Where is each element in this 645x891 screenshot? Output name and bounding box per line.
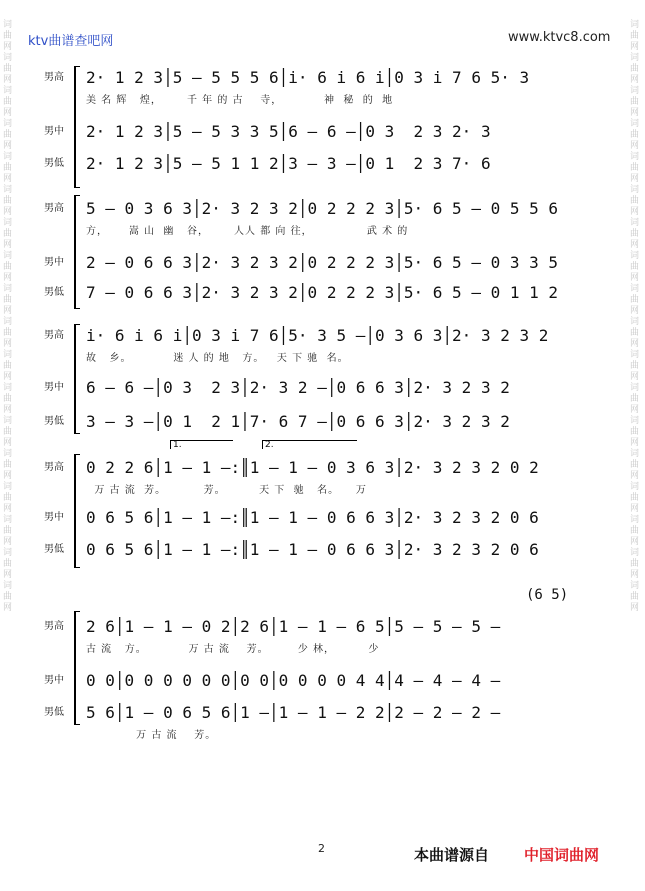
system-brace (74, 454, 80, 568)
notes-baritone: 0 0│0 0 0 0 0 0│0 0│0 0 0 0 4 4│4 — 4 — 4 — (86, 671, 501, 690)
lyric-line: 故 乡。 迷 人 的 地 方。 天 下 驰 名。 (86, 353, 349, 364)
lyric-line-bass: 万 古 流 芳。 (86, 730, 217, 741)
notes-tenor: 5 — 0 3 6 3│2· 3 2 3 2│0 2 2 2 3│5· 6 5 — 0 5 5 6 (86, 199, 559, 218)
notes-baritone: 2· 1 2 3│5 — 5 3 3 5│6 — 6 —│0 3 2 3 2· 3 (86, 122, 491, 141)
voice-label: 男低 (44, 707, 64, 718)
system-brace (74, 611, 80, 725)
notes-bass: 5 6│1 — 0 6 5 6│1 —│1 — 1 — 2 2│2 — 2 — 2 — (86, 703, 501, 722)
site-url: www.ktvc8.com (508, 30, 611, 45)
voice-label: 男低 (44, 544, 64, 555)
voice-label: 男高 (44, 203, 64, 214)
voice-label: 男低 (44, 416, 64, 427)
ossia-notes: (6 5) (526, 587, 569, 603)
score-system-4 (0, 440, 645, 570)
system-brace (74, 324, 80, 434)
notes-baritone: 0 6 5 6│1 — 1 —:║1 — 1 — 0 6 6 3│2· 3 2 3 2 0 6 (86, 508, 539, 527)
notes-bass: 7 — 0 6 6 3│2· 3 2 3 2│0 2 2 2 3│5· 6 5 — 0 1 1 2 (86, 283, 559, 302)
voice-label: 男高 (44, 462, 64, 473)
watermark-left: 词曲网词曲网词曲网词曲网词曲网词曲网词曲网词曲网词曲网词曲网词曲网词曲网词曲网词曲网词曲网词曲网词曲网词曲网 (3, 20, 13, 613)
source-site: 中国词曲网 (524, 846, 600, 864)
source-label: 本曲谱源自 (414, 846, 490, 864)
score-system-2 (0, 195, 645, 315)
page-number: 2 (318, 842, 325, 855)
watermark-right: 词曲网词曲网词曲网词曲网词曲网词曲网词曲网词曲网词曲网词曲网词曲网词曲网词曲网词曲网词曲网词曲网词曲网词曲网 (630, 20, 640, 613)
voice-label: 男中 (44, 126, 64, 137)
score-system-3 (0, 320, 645, 440)
voice-label: 男中 (44, 512, 64, 523)
voice-label: 男中 (44, 675, 64, 686)
voice-label: 男高 (44, 621, 64, 632)
lyric-line: 方， 嵩 山 幽 谷， 人人 都 向 往， 武 术 的 (86, 226, 409, 237)
score-system-1 (0, 62, 645, 192)
voice-label: 男低 (44, 287, 64, 298)
voice-label: 男高 (44, 72, 64, 83)
notes-bass: 2· 1 2 3│5 — 5 1 1 2│3 — 3 —│0 1 2 3 7· 6 (86, 154, 491, 173)
notes-tenor: 0 2 2 6│1 — 1 —:║1 — 1 — 0 3 6 3│2· 3 2 3 2 0 2 (86, 458, 539, 477)
notes-tenor: i· 6 i 6 i│0 3 i 7 6│5· 3 5 —│0 3 6 3│2· 3 2 3 2 (86, 326, 549, 345)
notes-bass: 0 6 5 6│1 — 1 —:║1 — 1 — 0 6 6 3│2· 3 2 3 2 0 6 (86, 540, 539, 559)
lyric-line: 美 名 辉 煌， 千 年 的 古 寺， 神 秘 的 地 (86, 95, 394, 106)
voice-label: 男低 (44, 158, 64, 169)
voice-label: 男中 (44, 257, 64, 268)
notes-tenor: 2· 1 2 3│5 — 5 5 5 6│i· 6 i 6 i│0 3 i 7 6 5· 3 (86, 68, 530, 87)
score-system-5 (0, 585, 645, 755)
notes-baritone: 6 — 6 —│0 3 2 3│2· 3 2 —│0 6 6 3│2· 3 2 3 2 (86, 378, 510, 397)
notes-baritone: 2 — 0 6 6 3│2· 3 2 3 2│0 2 2 2 3│5· 6 5 — 0 3 3 5 (86, 253, 559, 272)
lyric-line: 古 流 方。 万 古 流 芳。 少 林， 少 (86, 644, 380, 655)
system-brace (74, 195, 80, 309)
site-logo-text: ktv曲谱查吧网 (28, 34, 114, 49)
volta-2: 2. (262, 440, 357, 449)
voice-label: 男中 (44, 382, 64, 393)
notes-tenor: 2 6│1 — 1 — 0 2│2 6│1 — 1 — 6 5│5 — 5 — 5 — (86, 617, 501, 636)
voice-label: 男高 (44, 330, 64, 341)
system-brace (74, 66, 80, 188)
notes-bass: 3 — 3 —│0 1 2 1│7· 6 7 —│0 6 6 3│2· 3 2 3 2 (86, 412, 510, 431)
lyric-line: 万 古 流 芳。 芳。 天 下 驰 名。 万 (86, 485, 367, 496)
volta-1: 1. (170, 440, 233, 449)
